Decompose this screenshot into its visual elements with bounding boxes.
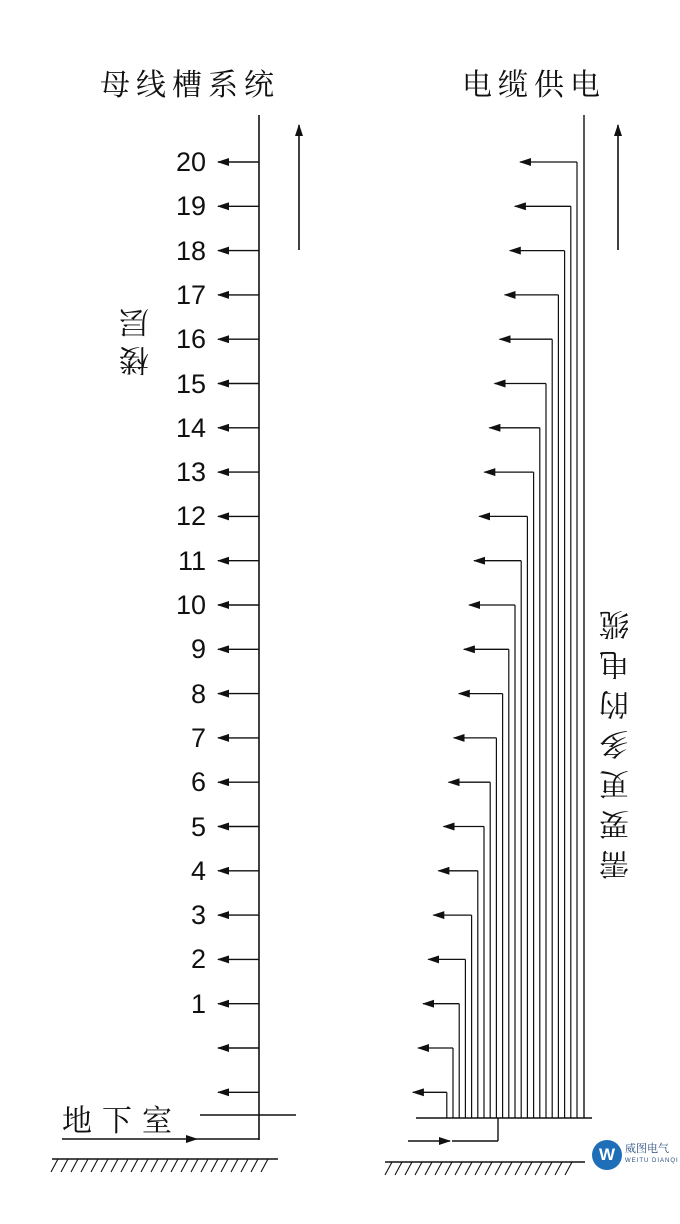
ground-hatch-mark (61, 1159, 68, 1172)
floors-label: 楼层 (120, 300, 155, 376)
ground-hatch-mark (475, 1162, 482, 1175)
floor-number-label: 17 (175, 279, 206, 310)
floor-number-label: 9 (190, 634, 206, 665)
ground-hatch-mark (141, 1159, 148, 1172)
floor-number-label: 16 (175, 324, 206, 355)
floor-number-label: 13 (175, 457, 206, 488)
floor-number-label: 4 (190, 855, 206, 886)
ground-hatch-mark (555, 1162, 562, 1175)
floor-number-label: 14 (175, 412, 206, 443)
floor-number-label: 19 (175, 191, 206, 222)
ground-hatch-mark (261, 1159, 268, 1172)
ground-hatch-mark (251, 1159, 258, 1172)
ground-hatch-mark (171, 1159, 178, 1172)
ground-hatch-mark (211, 1159, 218, 1172)
ground-hatch-mark (385, 1162, 392, 1175)
ground-hatch-mark (425, 1162, 432, 1175)
brand-logo (592, 1140, 679, 1170)
ground-hatch-mark (81, 1159, 88, 1172)
ground-hatch-mark (415, 1162, 422, 1175)
logo-text-cn: 威图电气 (625, 1142, 669, 1155)
floor-number-label: 10 (175, 590, 206, 620)
floor-number-label: 11 (177, 545, 206, 576)
ground-hatch-mark (111, 1159, 118, 1172)
ground-hatch-mark (495, 1162, 502, 1175)
ground-hatch-mark (435, 1162, 442, 1175)
logo-mark-icon: W (592, 1140, 622, 1170)
ground-hatch-mark (181, 1159, 188, 1172)
ground-hatch-mark (515, 1162, 522, 1175)
floor-number-label: 3 (190, 900, 206, 931)
ground-hatch-mark (405, 1162, 412, 1175)
floor-number-label: 15 (175, 368, 206, 399)
floor-number-label: 7 (190, 722, 206, 753)
ground-hatch-mark (71, 1159, 78, 1172)
ground-hatch-mark (151, 1159, 158, 1172)
ground-hatch-mark (101, 1159, 108, 1172)
floor-number-label: 8 (190, 678, 206, 709)
ground-hatch-mark (505, 1162, 512, 1175)
ground-hatch-mark (131, 1159, 138, 1172)
ground-hatch-mark (565, 1162, 572, 1175)
ground-hatch-mark (545, 1162, 552, 1175)
cable-system (385, 115, 618, 1175)
ground-hatch-mark (91, 1159, 98, 1172)
ground-hatch-mark (221, 1159, 228, 1172)
floor-number-label: 2 (190, 944, 206, 975)
floor-number-label: 1 (190, 988, 206, 1019)
ground-hatch-mark (201, 1159, 208, 1172)
ground-hatch-mark (445, 1162, 452, 1175)
ground-hatch-mark (51, 1159, 58, 1172)
ground-hatch-mark (455, 1162, 462, 1175)
ground-hatch-mark (121, 1159, 128, 1172)
ground-hatch-mark (535, 1162, 542, 1175)
floor-number-label: 18 (175, 235, 206, 266)
busway-system-title: 母线槽系统 (100, 68, 280, 103)
floor-number-label: 6 (190, 767, 206, 798)
ground-hatch-mark (231, 1159, 238, 1172)
ground-hatch-mark (191, 1159, 198, 1172)
cable-supply-title: 电缆供电 (462, 68, 606, 103)
ground-hatch-mark (525, 1162, 532, 1175)
ground-hatch-mark (465, 1162, 472, 1175)
basement-label: 地下室 (62, 1104, 182, 1139)
ground-hatch-mark (395, 1162, 402, 1175)
ground-hatch-mark (161, 1159, 168, 1172)
ground-hatch-mark (485, 1162, 492, 1175)
ground-hatch-mark (241, 1159, 248, 1172)
more-cables-note: 需要更多的电缆 (600, 600, 635, 880)
floor-number-label: 20 (175, 147, 206, 177)
logo-text-en: WEITU DIANQI (625, 1158, 679, 1164)
floor-number-label: 5 (190, 811, 206, 842)
floor-number-label: 12 (175, 501, 206, 532)
